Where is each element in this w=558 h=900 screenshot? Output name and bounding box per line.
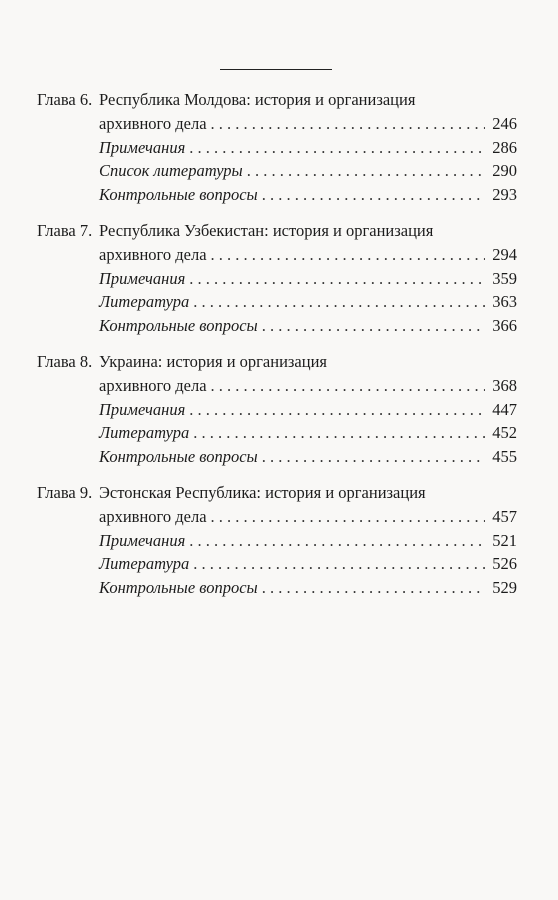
- chapter-title-continued: архивного дела: [99, 113, 207, 133]
- page-number: 529: [492, 578, 517, 598]
- dot-leader: [211, 243, 485, 267]
- dot-leader: [211, 374, 485, 398]
- page-number: 359: [492, 268, 517, 288]
- page-number: 290: [492, 161, 517, 181]
- toc-entry[interactable]: [37, 243, 517, 267]
- page-number: 452: [492, 423, 517, 443]
- dot-leader: [189, 529, 485, 553]
- dot-leader: [211, 505, 485, 529]
- dot-leader: [189, 398, 485, 422]
- chapter-title: Республика Молдова: история и организация: [99, 90, 416, 109]
- chapter-title-continued: архивного дела: [99, 506, 207, 526]
- chapter-title-continued: архивного дела: [99, 375, 207, 395]
- toc-entry[interactable]: [37, 159, 517, 183]
- table-of-contents: [37, 88, 517, 612]
- page-number: 286: [492, 137, 517, 157]
- chapter-title: Республика Узбекистан: история и организация: [99, 220, 434, 240]
- dot-leader: [189, 136, 485, 160]
- chapter-title: Эстонская Республика: история и организация: [99, 482, 426, 502]
- dot-leader: [262, 576, 485, 600]
- dot-leader: [262, 314, 485, 338]
- toc-entry[interactable]: [37, 314, 517, 338]
- page-number: 526: [492, 554, 517, 574]
- page-number: 293: [492, 185, 517, 205]
- toc-entry[interactable]: [37, 529, 517, 553]
- toc-chapter-7: [37, 219, 517, 338]
- toc-entry[interactable]: [37, 374, 517, 398]
- toc-chapter-6: [37, 88, 517, 207]
- toc-entry[interactable]: [37, 398, 517, 422]
- page-number: 368: [492, 375, 517, 395]
- dot-leader: [193, 421, 485, 445]
- chapter-heading: [37, 219, 517, 243]
- toc-entry[interactable]: [37, 576, 517, 600]
- chapter-heading: [37, 88, 517, 112]
- chapter-heading: [37, 481, 517, 505]
- section-label: Контрольные вопросы: [99, 578, 258, 598]
- top-divider-rule: [220, 69, 332, 70]
- section-label: Список литературы: [99, 161, 243, 181]
- section-label: Примечания: [99, 399, 186, 419]
- toc-entry[interactable]: [37, 267, 517, 291]
- toc-entry[interactable]: [37, 112, 517, 136]
- chapter-number: Глава 6.: [37, 90, 93, 109]
- dot-leader: [189, 267, 485, 291]
- toc-entry[interactable]: [37, 136, 517, 160]
- toc-chapter-8: [37, 350, 517, 469]
- toc-entry[interactable]: [37, 445, 517, 469]
- section-label: Контрольные вопросы: [99, 447, 258, 467]
- page-number: 246: [492, 113, 517, 133]
- toc-entry[interactable]: [37, 505, 517, 529]
- toc-entry[interactable]: [37, 290, 517, 314]
- page-number: 455: [492, 447, 517, 467]
- section-label: Контрольные вопросы: [99, 185, 258, 205]
- toc-chapter-9: [37, 481, 517, 600]
- page-number: 363: [492, 292, 517, 312]
- dot-leader: [193, 290, 485, 314]
- toc-entry[interactable]: [37, 552, 517, 576]
- chapter-number: Глава 9.: [37, 482, 93, 502]
- section-label: Примечания: [99, 268, 186, 288]
- dot-leader: [193, 552, 485, 576]
- dot-leader: [247, 159, 485, 183]
- toc-entry[interactable]: [37, 183, 517, 207]
- section-label: Литература: [99, 554, 190, 574]
- toc-entry[interactable]: [37, 421, 517, 445]
- chapter-number: Глава 8.: [37, 351, 93, 371]
- chapter-heading: [37, 350, 517, 374]
- chapter-number: Глава 7.: [37, 220, 93, 240]
- dot-leader: [262, 183, 485, 207]
- section-label: Литература: [99, 292, 190, 312]
- page-number: 447: [492, 399, 517, 419]
- dot-leader: [211, 112, 485, 136]
- section-label: Примечания: [99, 530, 186, 550]
- dot-leader: [262, 445, 485, 469]
- page-number: 294: [492, 244, 517, 264]
- page-number: 457: [492, 506, 517, 526]
- chapter-title-continued: архивного дела: [99, 244, 207, 264]
- section-label: Контрольные вопросы: [99, 316, 258, 336]
- page-number: 521: [492, 530, 517, 550]
- section-label: Примечания: [99, 137, 186, 157]
- section-label: Литература: [99, 423, 190, 443]
- chapter-title: Украина: история и организация: [99, 351, 328, 371]
- page-number: 366: [492, 316, 517, 336]
